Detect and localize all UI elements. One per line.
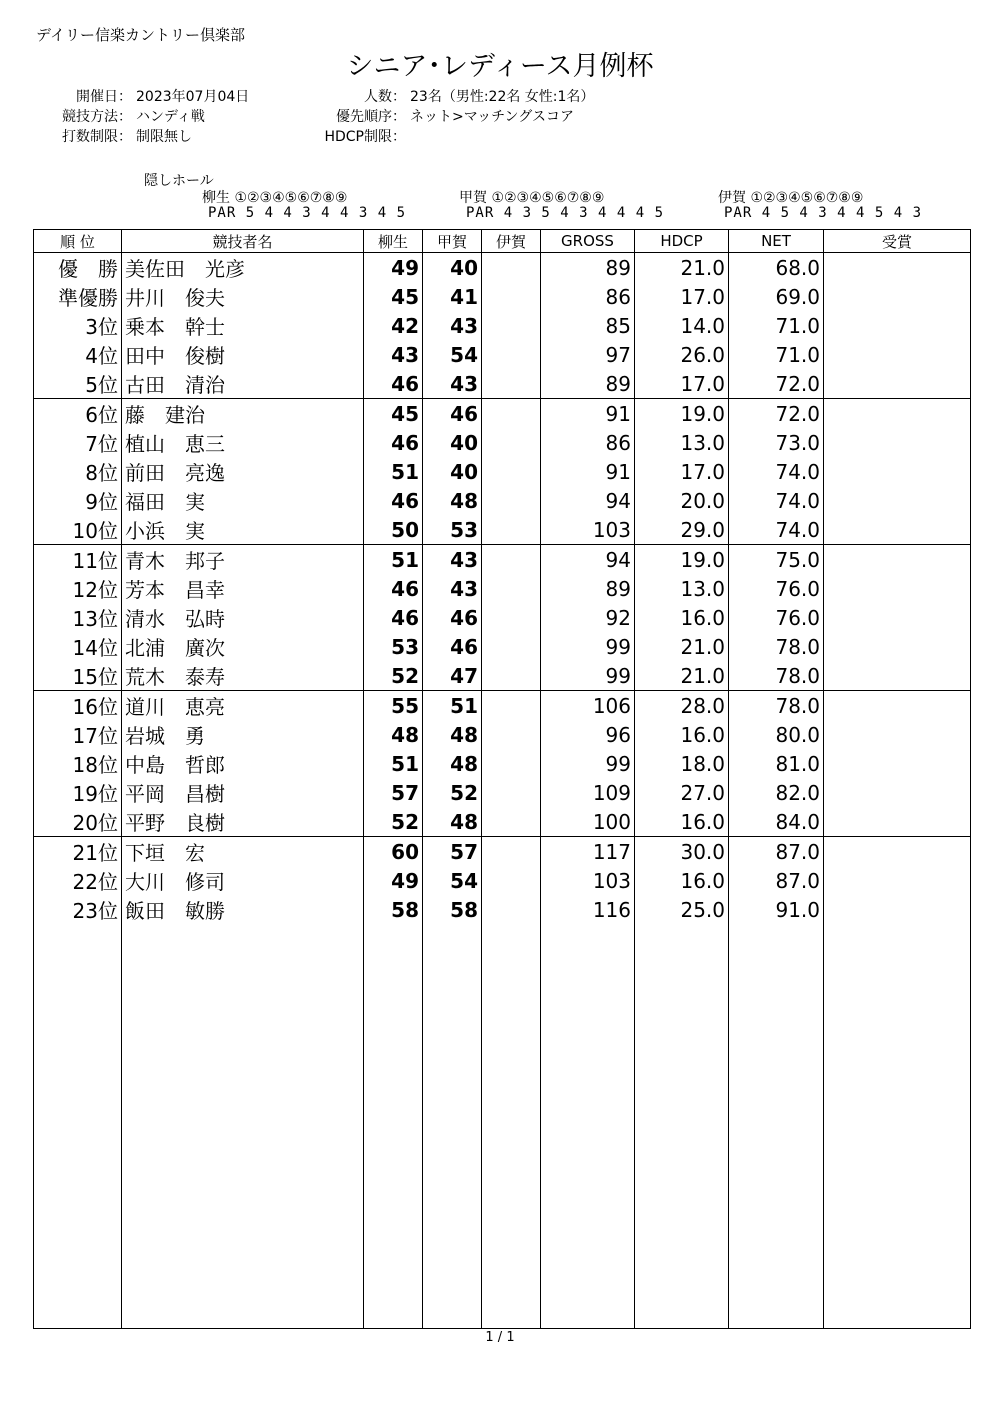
hdcp-value: 30.0	[635, 837, 729, 867]
table-row	[34, 866, 971, 895]
iga-score	[482, 720, 541, 749]
yagyu-score: 48	[364, 720, 423, 749]
award-cell	[824, 340, 971, 369]
player-name: 植山 恵三	[122, 428, 364, 457]
table-row	[34, 340, 971, 369]
koga-score: 51	[423, 691, 482, 721]
player-name: 大川 修司	[122, 866, 364, 895]
yagyu-score: 51	[364, 545, 423, 575]
award-cell	[824, 778, 971, 807]
hdcp-value: 13.0	[635, 428, 729, 457]
hdcp-limit-label: HDCP制限：	[324, 129, 406, 145]
net-score: 73.0	[729, 428, 824, 457]
yagyu-score: 42	[364, 311, 423, 340]
koga-score: 57	[423, 837, 482, 867]
table-row	[34, 574, 971, 603]
table-row	[34, 661, 971, 691]
table-row	[34, 515, 971, 545]
player-name: 芳本 昌幸	[122, 574, 364, 603]
player-name: 田中 俊樹	[122, 340, 364, 369]
iga-score	[482, 603, 541, 632]
rank-cell: 16位	[34, 691, 122, 721]
date-value: 2023年07月04日	[136, 89, 250, 105]
gross-score: 89	[541, 574, 635, 603]
table-row	[34, 603, 971, 632]
net-score: 84.0	[729, 807, 824, 837]
award-cell	[824, 457, 971, 486]
course-yagyu-par: PAR 5 4 4 3 4 4 3 4 5	[208, 205, 407, 221]
rank-cell: 優 勝	[34, 253, 122, 283]
header-iga: 伊賀	[482, 230, 541, 253]
empty-cell	[482, 924, 541, 1329]
koga-score: 47	[423, 661, 482, 691]
player-name: 飯田 敏勝	[122, 895, 364, 924]
priority-value: ネット>マッチングスコア	[410, 109, 575, 125]
course-iga-holes: 伊賀 ①②③④⑤⑥⑦⑧⑨	[718, 190, 864, 206]
rank-cell: 3位	[34, 311, 122, 340]
iga-score	[482, 545, 541, 575]
player-name: 前田 亮逸	[122, 457, 364, 486]
hdcp-value: 19.0	[635, 545, 729, 575]
player-name: 岩城 勇	[122, 720, 364, 749]
gross-score: 91	[541, 399, 635, 429]
page-number: 1 / 1	[485, 1330, 515, 1345]
hdcp-value: 16.0	[635, 603, 729, 632]
header-koga: 甲賀	[423, 230, 482, 253]
rank-cell: 4位	[34, 340, 122, 369]
yagyu-score: 49	[364, 866, 423, 895]
hdcp-value: 17.0	[635, 282, 729, 311]
player-name: 古田 清治	[122, 369, 364, 399]
koga-score: 48	[423, 807, 482, 837]
rank-cell: 13位	[34, 603, 122, 632]
yagyu-score: 51	[364, 457, 423, 486]
gross-score: 86	[541, 282, 635, 311]
koga-score: 40	[423, 457, 482, 486]
club-name: デイリー信楽カントリー倶楽部	[36, 26, 245, 44]
date-label: 開催日：	[76, 89, 132, 105]
net-score: 78.0	[729, 661, 824, 691]
limit-label: 打数制限：	[62, 129, 132, 145]
award-cell	[824, 895, 971, 924]
hidden-holes-title: 隠しホール	[144, 173, 214, 189]
table-row	[34, 545, 971, 575]
player-name: 北浦 廣次	[122, 632, 364, 661]
net-score: 68.0	[729, 253, 824, 283]
yagyu-score: 50	[364, 515, 423, 545]
method-label: 競技方法：	[62, 109, 132, 125]
hdcp-value: 19.0	[635, 399, 729, 429]
yagyu-score: 43	[364, 340, 423, 369]
player-name: 福田 実	[122, 486, 364, 515]
award-cell	[824, 661, 971, 691]
rank-cell: 14位	[34, 632, 122, 661]
koga-score: 52	[423, 778, 482, 807]
table-header	[34, 230, 971, 253]
gross-score: 89	[541, 253, 635, 283]
empty-area	[34, 924, 971, 1329]
player-name: 平岡 昌樹	[122, 778, 364, 807]
award-cell	[824, 399, 971, 429]
rank-cell: 6位	[34, 399, 122, 429]
table-row	[34, 369, 971, 399]
priority-label: 優先順序：	[336, 109, 406, 125]
gross-score: 94	[541, 545, 635, 575]
hdcp-value: 21.0	[635, 632, 729, 661]
header-hdcp: HDCP	[635, 230, 729, 253]
course-koga-holes: 甲賀 ①②③④⑤⑥⑦⑧⑨	[459, 190, 605, 206]
gross-score: 99	[541, 632, 635, 661]
iga-score	[482, 340, 541, 369]
koga-score: 40	[423, 253, 482, 283]
yagyu-score: 45	[364, 399, 423, 429]
table-row	[34, 837, 971, 867]
table-row	[34, 486, 971, 515]
iga-score	[482, 807, 541, 837]
koga-score: 46	[423, 603, 482, 632]
header-name: 競技者名	[122, 230, 364, 253]
koga-score: 48	[423, 720, 482, 749]
table-row	[34, 311, 971, 340]
rank-cell: 9位	[34, 486, 122, 515]
rank-cell: 20位	[34, 807, 122, 837]
award-cell	[824, 603, 971, 632]
table-row	[34, 457, 971, 486]
rank-cell: 22位	[34, 866, 122, 895]
rank-cell: 15位	[34, 661, 122, 691]
yagyu-score: 46	[364, 603, 423, 632]
yagyu-score: 45	[364, 282, 423, 311]
rank-cell: 8位	[34, 457, 122, 486]
net-score: 74.0	[729, 457, 824, 486]
table-row	[34, 428, 971, 457]
award-cell	[824, 253, 971, 283]
iga-score	[482, 486, 541, 515]
koga-score: 43	[423, 311, 482, 340]
gross-score: 106	[541, 691, 635, 721]
yagyu-score: 60	[364, 837, 423, 867]
iga-score	[482, 428, 541, 457]
award-cell	[824, 837, 971, 867]
net-score: 72.0	[729, 399, 824, 429]
hdcp-value: 28.0	[635, 691, 729, 721]
iga-score	[482, 457, 541, 486]
yagyu-score: 52	[364, 661, 423, 691]
hdcp-value: 26.0	[635, 340, 729, 369]
course-yagyu-holes: 柳生 ①②③④⑤⑥⑦⑧⑨	[202, 190, 348, 206]
player-name: 道川 恵亮	[122, 691, 364, 721]
award-cell	[824, 720, 971, 749]
net-score: 81.0	[729, 749, 824, 778]
iga-score	[482, 866, 541, 895]
award-cell	[824, 369, 971, 399]
yagyu-score: 46	[364, 574, 423, 603]
gross-score: 117	[541, 837, 635, 867]
yagyu-score: 53	[364, 632, 423, 661]
iga-score	[482, 749, 541, 778]
koga-score: 48	[423, 749, 482, 778]
hdcp-value: 25.0	[635, 895, 729, 924]
table-row	[34, 807, 971, 837]
iga-score	[482, 574, 541, 603]
hdcp-value: 27.0	[635, 778, 729, 807]
empty-cell	[423, 924, 482, 1329]
net-score: 91.0	[729, 895, 824, 924]
player-name: 井川 俊夫	[122, 282, 364, 311]
gross-score: 91	[541, 457, 635, 486]
player-name: 平野 良樹	[122, 807, 364, 837]
net-score: 80.0	[729, 720, 824, 749]
award-cell	[824, 807, 971, 837]
player-name: 中島 哲郎	[122, 749, 364, 778]
hdcp-value: 21.0	[635, 253, 729, 283]
gross-score: 97	[541, 340, 635, 369]
yagyu-score: 58	[364, 895, 423, 924]
empty-cell	[824, 924, 971, 1329]
koga-score: 54	[423, 866, 482, 895]
empty-cell	[364, 924, 423, 1329]
yagyu-score: 46	[364, 369, 423, 399]
gross-score: 96	[541, 720, 635, 749]
empty-cell	[34, 924, 122, 1329]
iga-score	[482, 691, 541, 721]
rank-cell: 7位	[34, 428, 122, 457]
koga-score: 54	[423, 340, 482, 369]
iga-score	[482, 369, 541, 399]
empty-cell	[122, 924, 364, 1329]
table-row	[34, 778, 971, 807]
yagyu-score: 46	[364, 428, 423, 457]
gross-score: 86	[541, 428, 635, 457]
rank-cell: 準優勝	[34, 282, 122, 311]
net-score: 76.0	[729, 574, 824, 603]
iga-score	[482, 895, 541, 924]
iga-score	[482, 311, 541, 340]
net-score: 74.0	[729, 486, 824, 515]
koga-score: 41	[423, 282, 482, 311]
koga-score: 46	[423, 399, 482, 429]
net-score: 69.0	[729, 282, 824, 311]
net-score: 78.0	[729, 691, 824, 721]
koga-score: 58	[423, 895, 482, 924]
page-title: シニア･レディース月例杯	[346, 51, 654, 82]
award-cell	[824, 691, 971, 721]
rank-cell: 12位	[34, 574, 122, 603]
hdcp-value: 18.0	[635, 749, 729, 778]
iga-score	[482, 399, 541, 429]
gross-score: 103	[541, 866, 635, 895]
yagyu-score: 57	[364, 778, 423, 807]
table-row	[34, 632, 971, 661]
award-cell	[824, 311, 971, 340]
iga-score	[482, 837, 541, 867]
player-name: 荒木 泰寿	[122, 661, 364, 691]
award-cell	[824, 866, 971, 895]
header-award: 受賞	[824, 230, 971, 253]
net-score: 82.0	[729, 778, 824, 807]
award-cell	[824, 749, 971, 778]
player-name: 清水 弘時	[122, 603, 364, 632]
award-cell	[824, 486, 971, 515]
rank-cell: 5位	[34, 369, 122, 399]
hdcp-value: 13.0	[635, 574, 729, 603]
koga-score: 43	[423, 369, 482, 399]
hdcp-value: 17.0	[635, 369, 729, 399]
player-name: 乗本 幹士	[122, 311, 364, 340]
results-table	[33, 229, 971, 1329]
empty-cell	[541, 924, 635, 1329]
gross-score: 103	[541, 515, 635, 545]
koga-score: 46	[423, 632, 482, 661]
table-row	[34, 895, 971, 924]
player-name: 藤 建治	[122, 399, 364, 429]
gross-score: 116	[541, 895, 635, 924]
iga-score	[482, 778, 541, 807]
count-value: 23名（男性:22名 女性:1名）	[410, 89, 595, 105]
hdcp-value: 20.0	[635, 486, 729, 515]
gross-score: 89	[541, 369, 635, 399]
award-cell	[824, 428, 971, 457]
net-score: 87.0	[729, 837, 824, 867]
hdcp-value: 14.0	[635, 311, 729, 340]
iga-score	[482, 632, 541, 661]
gross-score: 99	[541, 749, 635, 778]
hdcp-value: 21.0	[635, 661, 729, 691]
net-score: 78.0	[729, 632, 824, 661]
table-row	[34, 720, 971, 749]
net-score: 72.0	[729, 369, 824, 399]
hdcp-value: 16.0	[635, 807, 729, 837]
header-net: NET	[729, 230, 824, 253]
player-name: 美佐田 光彦	[122, 253, 364, 283]
iga-score	[482, 661, 541, 691]
rank-cell: 11位	[34, 545, 122, 575]
player-name: 下垣 宏	[122, 837, 364, 867]
iga-score	[482, 282, 541, 311]
net-score: 76.0	[729, 603, 824, 632]
method-value: ハンディ戦	[136, 109, 205, 125]
yagyu-score: 51	[364, 749, 423, 778]
table-row	[34, 749, 971, 778]
koga-score: 48	[423, 486, 482, 515]
award-cell	[824, 282, 971, 311]
rank-cell: 23位	[34, 895, 122, 924]
hdcp-value: 16.0	[635, 866, 729, 895]
hdcp-value: 29.0	[635, 515, 729, 545]
award-cell	[824, 545, 971, 575]
net-score: 71.0	[729, 340, 824, 369]
yagyu-score: 46	[364, 486, 423, 515]
yagyu-score: 49	[364, 253, 423, 283]
player-name: 小浜 実	[122, 515, 364, 545]
table-row	[34, 399, 971, 429]
gross-score: 100	[541, 807, 635, 837]
net-score: 75.0	[729, 545, 824, 575]
header-gross: GROSS	[541, 230, 635, 253]
koga-score: 43	[423, 574, 482, 603]
table-row	[34, 253, 971, 283]
rank-cell: 18位	[34, 749, 122, 778]
award-cell	[824, 515, 971, 545]
koga-score: 53	[423, 515, 482, 545]
gross-score: 92	[541, 603, 635, 632]
rank-cell: 19位	[34, 778, 122, 807]
player-name: 青木 邦子	[122, 545, 364, 575]
iga-score	[482, 515, 541, 545]
gross-score: 99	[541, 661, 635, 691]
gross-score: 94	[541, 486, 635, 515]
course-iga-par: PAR 4 5 4 3 4 4 5 4 3	[724, 205, 923, 221]
hdcp-value: 17.0	[635, 457, 729, 486]
gross-score: 85	[541, 311, 635, 340]
rank-cell: 17位	[34, 720, 122, 749]
net-score: 71.0	[729, 311, 824, 340]
yagyu-score: 55	[364, 691, 423, 721]
count-label: 人数：	[364, 89, 406, 105]
award-cell	[824, 632, 971, 661]
net-score: 74.0	[729, 515, 824, 545]
course-koga-par: PAR 4 3 5 4 3 4 4 4 5	[466, 205, 665, 221]
empty-cell	[729, 924, 824, 1329]
limit-value: 制限無し	[136, 129, 192, 145]
hdcp-value: 16.0	[635, 720, 729, 749]
header-yagyu: 柳生	[364, 230, 423, 253]
koga-score: 40	[423, 428, 482, 457]
gross-score: 109	[541, 778, 635, 807]
table-row	[34, 691, 971, 721]
rank-cell: 21位	[34, 837, 122, 867]
rank-cell: 10位	[34, 515, 122, 545]
header-rank: 順 位	[34, 230, 122, 253]
table-row	[34, 282, 971, 311]
award-cell	[824, 574, 971, 603]
koga-score: 43	[423, 545, 482, 575]
net-score: 87.0	[729, 866, 824, 895]
yagyu-score: 52	[364, 807, 423, 837]
empty-cell	[635, 924, 729, 1329]
iga-score	[482, 253, 541, 283]
